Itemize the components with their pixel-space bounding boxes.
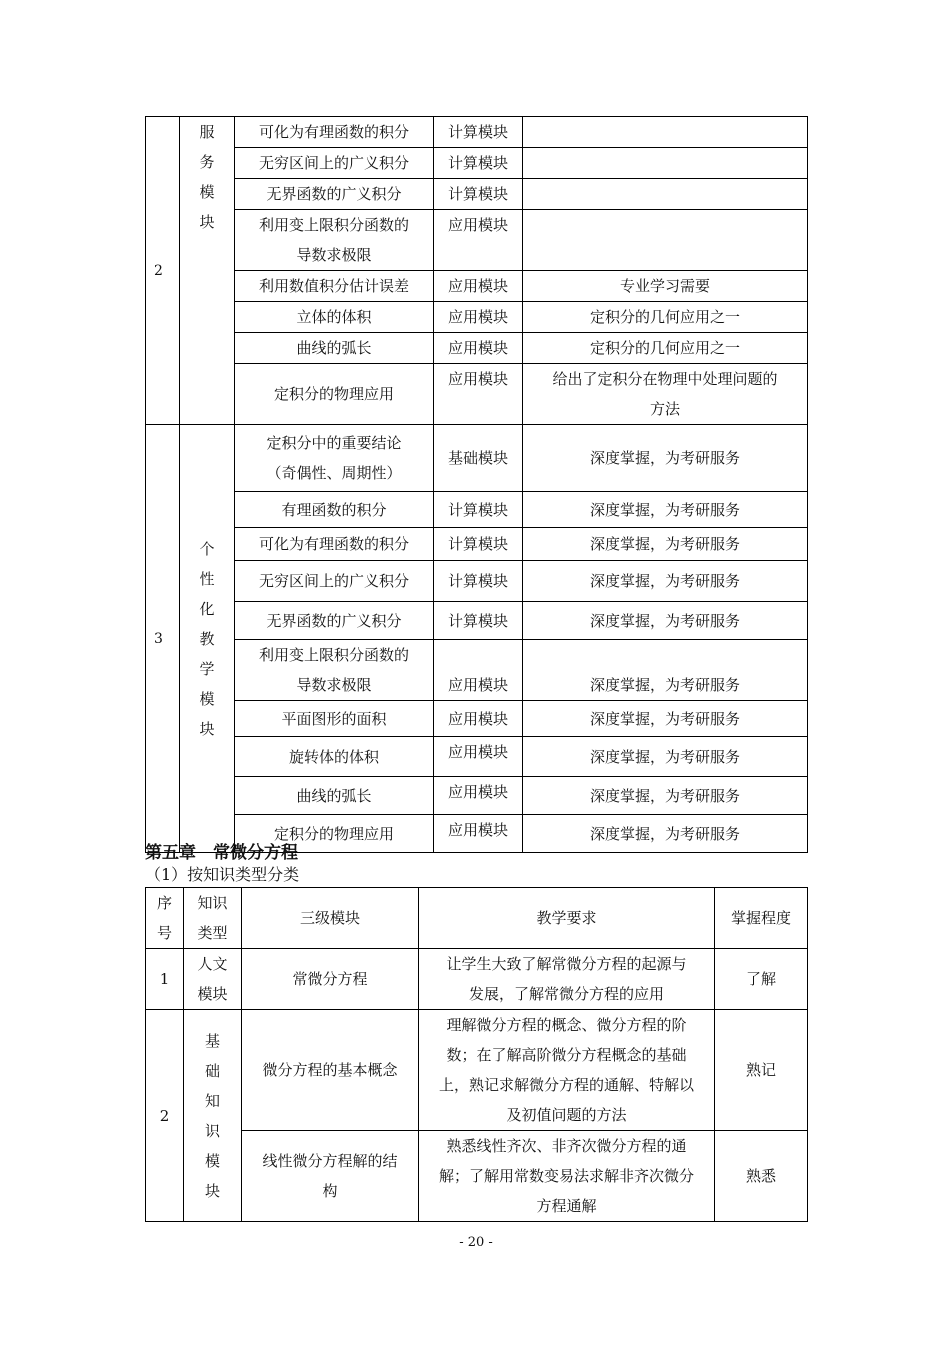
module-line: 导数求极限: [296, 676, 372, 694]
module-cell: 无界函数的广义积分: [235, 602, 434, 640]
module-cell: 定积分的物理应用: [235, 815, 434, 853]
header-module: 三级模块: [242, 888, 419, 949]
type-cell: 基础模块: [434, 425, 523, 492]
integral-modules-table: [145, 116, 808, 853]
type-cell: 应用模块: [434, 815, 523, 853]
module-cell: 常微分方程: [242, 949, 419, 1010]
level-cell: 熟记: [715, 1010, 808, 1131]
table-row: [146, 302, 808, 333]
category-cell: [180, 117, 235, 425]
module-cell: [242, 1131, 419, 1222]
type-cell: 计算模块: [434, 492, 523, 528]
table-row: [146, 561, 808, 602]
note-cell: 定积分的几何应用之一: [523, 333, 808, 364]
requirement-line: 及初值问题的方法: [506, 1106, 627, 1124]
type-cell: 计算模块: [434, 528, 523, 561]
requirement-line: 上，熟记求解微分方程的通解、特解以: [438, 1076, 694, 1094]
module-line: 线性微分方程解的结: [262, 1152, 398, 1170]
table-row: [146, 777, 808, 815]
module-cell: 微分方程的基本概念: [242, 1010, 419, 1131]
row-number: 2: [146, 117, 180, 425]
module-cell: 有理函数的积分: [235, 492, 434, 528]
module-cell: [235, 640, 434, 701]
table-row: [146, 425, 808, 492]
requirement-line: 发展，了解常微分方程的应用: [468, 985, 664, 1003]
note-line: 方法: [649, 400, 680, 418]
requirement-line: 熟悉线性齐次、非齐次微分方程的通: [446, 1137, 687, 1155]
requirement-line: 让学生大致了解常微分方程的起源与: [446, 955, 687, 973]
module-cell: [235, 425, 434, 492]
table-row: [146, 117, 808, 148]
requirement-line: 理解微分方程的概念、微分方程的阶: [446, 1016, 687, 1034]
category-cell: [180, 425, 235, 853]
category-label: 个性化教学模块: [199, 539, 215, 738]
module-cell: 曲线的弧长: [235, 333, 434, 364]
header-requirement: 教学要求: [419, 888, 715, 949]
table-row: [146, 602, 808, 640]
note-cell: 深度掌握，为考研服务: [523, 492, 808, 528]
module-cell: 可化为有理函数的积分: [235, 528, 434, 561]
header-type: 知识类型: [184, 888, 242, 949]
note-cell: 深度掌握，为考研服务: [523, 701, 808, 737]
module-cell: [235, 210, 434, 271]
note-cell: 深度掌握，为考研服务: [523, 425, 808, 492]
module-cell: 定积分的物理应用: [235, 364, 434, 425]
module-cell: 无穷区间上的广义积分: [235, 148, 434, 179]
note-cell: 专业学习需要: [523, 271, 808, 302]
table-row: [146, 949, 808, 1010]
table-row: [146, 1131, 808, 1222]
type-cell: 计算模块: [434, 148, 523, 179]
module-cell: 曲线的弧长: [235, 777, 434, 815]
type-cell: 应用模块: [434, 271, 523, 302]
row-number: 2: [146, 1010, 184, 1222]
type-cell: 计算模块: [434, 561, 523, 602]
type-cell: 应用模块: [434, 640, 523, 701]
module-line: 利用变上限积分函数的: [258, 646, 409, 664]
note-cell: 深度掌握，为考研服务: [523, 777, 808, 815]
row-number: 1: [146, 949, 184, 1010]
note-cell: [523, 364, 808, 425]
type-cell: 计算模块: [434, 117, 523, 148]
module-line: （奇偶性、周期性）: [266, 464, 402, 482]
note-cell: [523, 148, 808, 179]
requirement-line: 数；在了解高阶微分方程概念的基础: [446, 1046, 687, 1064]
module-cell: 旋转体的体积: [235, 737, 434, 777]
note-cell: [523, 210, 808, 271]
module-line: 定积分中的重要结论: [266, 434, 402, 452]
module-cell: 可化为有理函数的积分: [235, 117, 434, 148]
section-subtitle: （1）按知识类型分类: [145, 865, 300, 884]
requirement-cell: [419, 949, 715, 1010]
header-level: 掌握程度: [715, 888, 808, 949]
table-row: [146, 528, 808, 561]
type-cell: 应用模块: [434, 210, 523, 271]
type-cell: 计算模块: [434, 602, 523, 640]
note-cell: [523, 117, 808, 148]
module-line: 构: [322, 1182, 338, 1200]
table-row: [146, 148, 808, 179]
table-row: [146, 737, 808, 777]
type-cell: 应用模块: [434, 364, 523, 425]
requirement-cell: [419, 1131, 715, 1222]
table-row: [146, 210, 808, 271]
requirement-line: 方程通解: [536, 1197, 597, 1215]
row-number: 3: [146, 425, 180, 853]
note-cell: 深度掌握，为考研服务: [523, 602, 808, 640]
type-cell: 应用模块: [434, 333, 523, 364]
module-cell: 立体的体积: [235, 302, 434, 333]
module-cell: 利用数值积分估计误差: [235, 271, 434, 302]
category-label: 服务模块: [199, 123, 215, 231]
level-cell: 了解: [715, 949, 808, 1010]
module-cell: 平面图形的面积: [235, 701, 434, 737]
note-cell: 深度掌握，为考研服务: [523, 528, 808, 561]
note-cell: 定积分的几何应用之一: [523, 302, 808, 333]
note-cell: [523, 179, 808, 210]
module-line: 导数求极限: [296, 246, 372, 264]
table-row: [146, 492, 808, 528]
module-line: 利用变上限积分函数的: [258, 216, 409, 234]
requirement-cell: [419, 1010, 715, 1131]
table-row: [146, 333, 808, 364]
type-cell: 应用模块: [434, 737, 523, 777]
note-cell: 深度掌握，为考研服务: [523, 561, 808, 602]
table-row: [146, 364, 808, 425]
note-cell: 深度掌握，为考研服务: [523, 737, 808, 777]
type-cell: 人文模块: [184, 949, 242, 1010]
table-row: [146, 640, 808, 701]
table-row: [146, 1010, 808, 1131]
table-row: [146, 701, 808, 737]
ode-modules-table: [145, 887, 808, 1222]
table-header-row: [146, 888, 808, 949]
requirement-line: 解；了解用常数变易法求解非齐次微分: [438, 1167, 694, 1185]
note-cell: 深度掌握，为考研服务: [523, 640, 808, 701]
table-row: [146, 271, 808, 302]
type-cell: 基础知识模块: [184, 1010, 242, 1222]
type-cell: 应用模块: [434, 302, 523, 333]
level-cell: 熟悉: [715, 1131, 808, 1222]
page-number: - 20 -: [459, 1235, 493, 1250]
note-line: 给出了定积分在物理中处理问题的: [552, 370, 778, 388]
chapter-title: 第五章 常微分方程: [145, 843, 298, 863]
table-row: [146, 179, 808, 210]
type-cell: 计算模块: [434, 179, 523, 210]
type-cell: 应用模块: [434, 701, 523, 737]
header-num: 序号: [146, 888, 184, 949]
module-cell: 无界函数的广义积分: [235, 179, 434, 210]
note-cell: 深度掌握，为考研服务: [523, 815, 808, 853]
module-cell: 无穷区间上的广义积分: [235, 561, 434, 602]
type-cell: 应用模块: [434, 777, 523, 815]
